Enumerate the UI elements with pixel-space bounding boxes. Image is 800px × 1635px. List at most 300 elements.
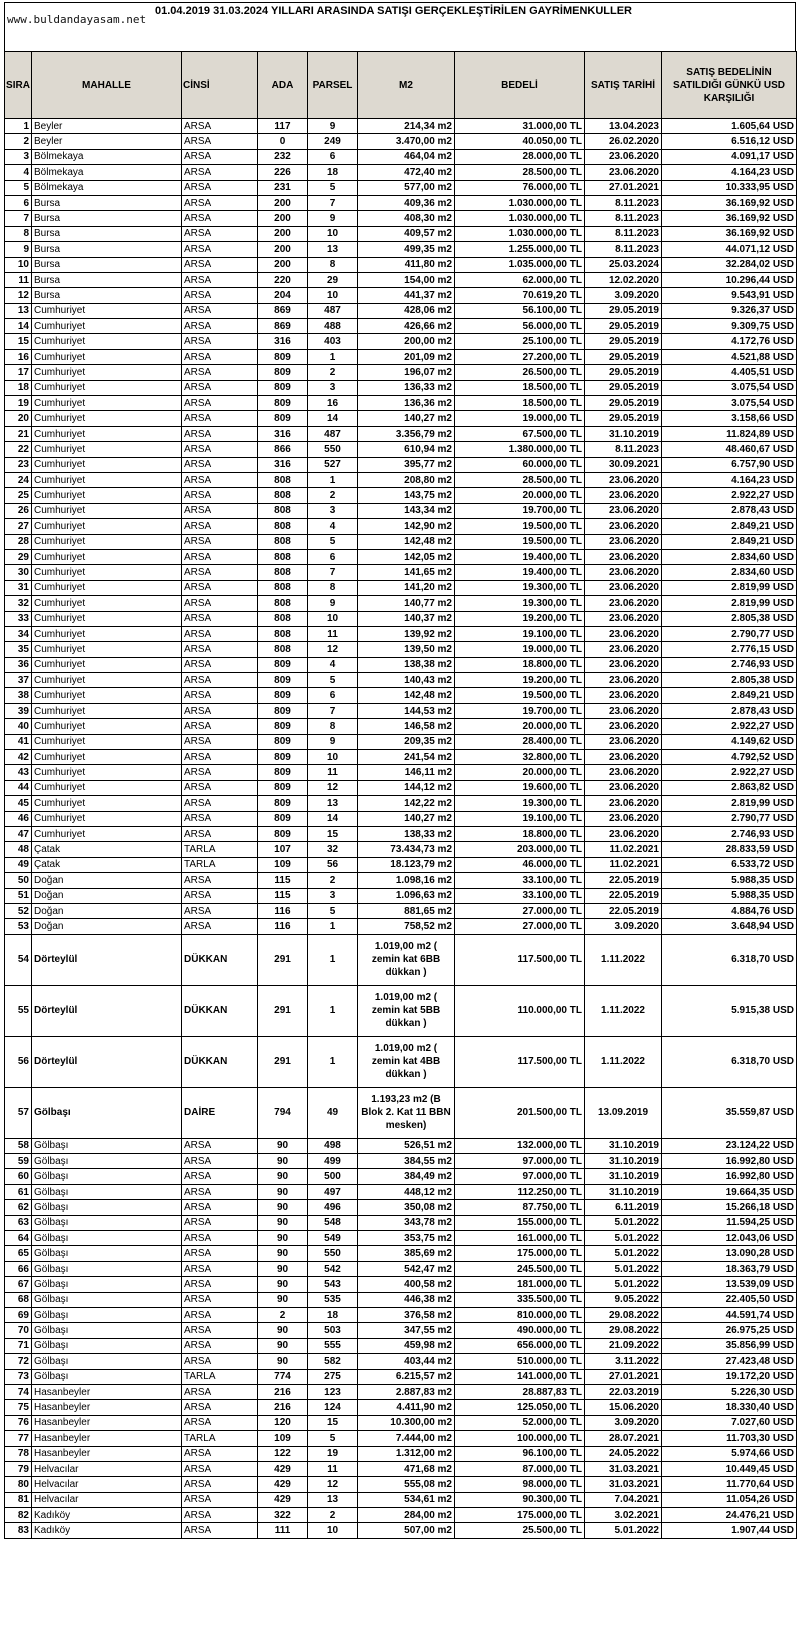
cell-usd: 2.863,82 USD — [662, 780, 797, 795]
cell-satis-tarihi: 6.11.2019 — [585, 1200, 662, 1215]
cell-usd: 23.124,22 USD — [662, 1138, 797, 1153]
cell-mahalle: Bursa — [32, 272, 182, 287]
cell-ada: 90 — [258, 1354, 308, 1369]
cell-bedeli: 19.200,00 TL — [455, 611, 585, 626]
table-row — [5, 257, 797, 272]
cell-m2: 138,38 m2 — [358, 657, 455, 672]
cell-ada: 200 — [258, 211, 308, 226]
cell-cinsi: ARSA — [182, 1477, 258, 1492]
cell-m2: 1.098,16 m2 — [358, 873, 455, 888]
header-satis-tarihi: SATIŞ TARİHİ — [585, 52, 662, 119]
cell-mahalle: Cumhuriyet — [32, 626, 182, 641]
cell-sira: 44 — [5, 780, 32, 795]
cell-satis-tarihi: 7.04.2021 — [585, 1492, 662, 1507]
cell-cinsi: ARSA — [182, 750, 258, 765]
cell-cinsi: ARSA — [182, 303, 258, 318]
cell-parsel: 4 — [308, 657, 358, 672]
cell-sira: 18 — [5, 380, 32, 395]
cell-ada: 111 — [258, 1523, 308, 1538]
cell-mahalle: Cumhuriyet — [32, 303, 182, 318]
cell-usd: 6.318,70 USD — [662, 1036, 797, 1087]
cell-sira: 79 — [5, 1461, 32, 1476]
cell-bedeli: 175.000,00 TL — [455, 1508, 585, 1523]
cell-mahalle: Cumhuriyet — [32, 349, 182, 364]
cell-ada: 90 — [258, 1277, 308, 1292]
cell-ada: 291 — [258, 985, 308, 1036]
cell-sira: 60 — [5, 1169, 32, 1184]
cell-cinsi: ARSA — [182, 365, 258, 380]
cell-satis-tarihi: 29.05.2019 — [585, 319, 662, 334]
cell-cinsi: ARSA — [182, 888, 258, 903]
cell-parsel: 2 — [308, 873, 358, 888]
cell-cinsi: ARSA — [182, 765, 258, 780]
cell-sira: 34 — [5, 626, 32, 641]
cell-bedeli: 98.000,00 TL — [455, 1477, 585, 1492]
cell-sira: 42 — [5, 750, 32, 765]
cell-parsel: 3 — [308, 888, 358, 903]
cell-sira: 10 — [5, 257, 32, 272]
cell-m2: 343,78 m2 — [358, 1215, 455, 1230]
cell-usd: 11.824,89 USD — [662, 426, 797, 441]
cell-bedeli: 18.500,00 TL — [455, 396, 585, 411]
cell-m2: 4.411,90 m2 — [358, 1400, 455, 1415]
cell-sira: 49 — [5, 857, 32, 872]
cell-cinsi: ARSA — [182, 426, 258, 441]
cell-cinsi: ARSA — [182, 1323, 258, 1338]
cell-parsel: 18 — [308, 1308, 358, 1323]
cell-m2: 428,06 m2 — [358, 303, 455, 318]
cell-mahalle: Cumhuriyet — [32, 657, 182, 672]
cell-mahalle: Gölbaşı — [32, 1200, 182, 1215]
cell-bedeli: 19.400,00 TL — [455, 565, 585, 580]
cell-usd: 4.149,62 USD — [662, 734, 797, 749]
cell-bedeli: 56.000,00 TL — [455, 319, 585, 334]
cell-usd: 16.992,80 USD — [662, 1154, 797, 1169]
table-row — [5, 1384, 797, 1399]
cell-usd: 2.746,93 USD — [662, 826, 797, 841]
cell-ada: 291 — [258, 934, 308, 985]
cell-sira: 58 — [5, 1138, 32, 1153]
cell-mahalle: Cumhuriyet — [32, 519, 182, 534]
sales-table — [4, 51, 797, 1539]
table-row — [5, 1415, 797, 1430]
cell-ada: 809 — [258, 734, 308, 749]
cell-parsel: 11 — [308, 626, 358, 641]
cell-mahalle: Cumhuriyet — [32, 380, 182, 395]
cell-usd: 44.591,74 USD — [662, 1308, 797, 1323]
cell-usd: 5.988,35 USD — [662, 888, 797, 903]
cell-parsel: 9 — [308, 119, 358, 134]
cell-ada: 316 — [258, 457, 308, 472]
cell-satis-tarihi: 11.02.2021 — [585, 857, 662, 872]
cell-usd: 2.805,38 USD — [662, 673, 797, 688]
cell-sira: 55 — [5, 985, 32, 1036]
cell-parsel: 249 — [308, 134, 358, 149]
cell-usd: 2.849,21 USD — [662, 519, 797, 534]
cell-cinsi: ARSA — [182, 334, 258, 349]
cell-cinsi: TARLA — [182, 842, 258, 857]
cell-bedeli: 25.100,00 TL — [455, 334, 585, 349]
cell-cinsi: TARLA — [182, 1369, 258, 1384]
cell-cinsi: ARSA — [182, 149, 258, 164]
cell-ada: 109 — [258, 857, 308, 872]
cell-cinsi: ARSA — [182, 1246, 258, 1261]
cell-satis-tarihi: 12.02.2020 — [585, 272, 662, 287]
cell-parsel: 123 — [308, 1384, 358, 1399]
cell-cinsi: ARSA — [182, 1461, 258, 1476]
cell-parsel: 403 — [308, 334, 358, 349]
cell-bedeli: 100.000,00 TL — [455, 1431, 585, 1446]
cell-mahalle: Cumhuriyet — [32, 334, 182, 349]
cell-sira: 65 — [5, 1246, 32, 1261]
cell-bedeli: 19.000,00 TL — [455, 411, 585, 426]
cell-satis-tarihi: 11.02.2021 — [585, 842, 662, 857]
table-row — [5, 119, 797, 134]
cell-cinsi: ARSA — [182, 1138, 258, 1153]
cell-usd: 4.884,76 USD — [662, 903, 797, 918]
table-row — [5, 1338, 797, 1353]
cell-cinsi: ARSA — [182, 488, 258, 503]
cell-bedeli: 110.000,00 TL — [455, 985, 585, 1036]
table-row — [5, 1261, 797, 1276]
cell-parsel: 9 — [308, 211, 358, 226]
cell-parsel: 488 — [308, 319, 358, 334]
table-row — [5, 1154, 797, 1169]
cell-m2: 200,00 m2 — [358, 334, 455, 349]
cell-bedeli: 19.400,00 TL — [455, 549, 585, 564]
cell-bedeli: 19.300,00 TL — [455, 596, 585, 611]
cell-satis-tarihi: 8.11.2023 — [585, 442, 662, 457]
cell-m2: 881,65 m2 — [358, 903, 455, 918]
cell-mahalle: Cumhuriyet — [32, 796, 182, 811]
table-row — [5, 596, 797, 611]
cell-bedeli: 161.000,00 TL — [455, 1231, 585, 1246]
cell-ada: 808 — [258, 488, 308, 503]
cell-m2: 3.356,79 m2 — [358, 426, 455, 441]
table-row — [5, 503, 797, 518]
cell-satis-tarihi: 1.11.2022 — [585, 985, 662, 1036]
cell-bedeli: 18.800,00 TL — [455, 826, 585, 841]
cell-usd: 4.792,52 USD — [662, 750, 797, 765]
cell-mahalle: Dörteylül — [32, 985, 182, 1036]
cell-ada: 808 — [258, 642, 308, 657]
cell-sira: 50 — [5, 873, 32, 888]
cell-satis-tarihi: 21.09.2022 — [585, 1338, 662, 1353]
cell-satis-tarihi: 23.06.2020 — [585, 149, 662, 164]
cell-bedeli: 70.619,20 TL — [455, 288, 585, 303]
table-row — [5, 934, 797, 985]
cell-ada: 2 — [258, 1308, 308, 1323]
cell-cinsi: ARSA — [182, 319, 258, 334]
cell-m2: 142,05 m2 — [358, 549, 455, 564]
cell-cinsi: ARSA — [182, 549, 258, 564]
cell-sira: 51 — [5, 888, 32, 903]
cell-m2: 542,47 m2 — [358, 1261, 455, 1276]
cell-m2: 459,98 m2 — [358, 1338, 455, 1353]
cell-sira: 14 — [5, 319, 32, 334]
cell-bedeli: 27.000,00 TL — [455, 903, 585, 918]
cell-cinsi: ARSA — [182, 1169, 258, 1184]
table-row — [5, 1400, 797, 1415]
cell-mahalle: Bursa — [32, 211, 182, 226]
table-row — [5, 165, 797, 180]
cell-ada: 429 — [258, 1461, 308, 1476]
cell-parsel: 9 — [308, 734, 358, 749]
cell-parsel: 10 — [308, 288, 358, 303]
cell-cinsi: ARSA — [182, 472, 258, 487]
cell-usd: 27.423,48 USD — [662, 1354, 797, 1369]
cell-m2: 448,12 m2 — [358, 1184, 455, 1199]
cell-m2: 138,33 m2 — [358, 826, 455, 841]
cell-m2: 411,80 m2 — [358, 257, 455, 272]
cell-satis-tarihi: 23.06.2020 — [585, 534, 662, 549]
table-row — [5, 1354, 797, 1369]
cell-bedeli: 18.500,00 TL — [455, 380, 585, 395]
cell-usd: 5.915,38 USD — [662, 985, 797, 1036]
cell-mahalle: Bursa — [32, 257, 182, 272]
cell-mahalle: Gölbaşı — [32, 1338, 182, 1353]
title-box — [4, 2, 796, 51]
cell-usd: 9.543,91 USD — [662, 288, 797, 303]
cell-bedeli: 96.100,00 TL — [455, 1446, 585, 1461]
cell-usd: 19.172,20 USD — [662, 1369, 797, 1384]
cell-m2: 1.096,63 m2 — [358, 888, 455, 903]
cell-sira: 13 — [5, 303, 32, 318]
cell-m2: 139,50 m2 — [358, 642, 455, 657]
cell-m2: 446,38 m2 — [358, 1292, 455, 1307]
table-row — [5, 211, 797, 226]
cell-sira: 69 — [5, 1308, 32, 1323]
cell-usd: 11.703,30 USD — [662, 1431, 797, 1446]
header-cinsi: CİNSİ — [182, 52, 258, 119]
cell-m2: 408,30 m2 — [358, 211, 455, 226]
cell-ada: 90 — [258, 1200, 308, 1215]
cell-usd: 2.819,99 USD — [662, 580, 797, 595]
cell-m2: 534,61 m2 — [358, 1492, 455, 1507]
cell-satis-tarihi: 22.05.2019 — [585, 873, 662, 888]
cell-ada: 107 — [258, 842, 308, 857]
cell-sira: 46 — [5, 811, 32, 826]
cell-m2: 555,08 m2 — [358, 1477, 455, 1492]
cell-mahalle: Cumhuriyet — [32, 780, 182, 795]
table-row — [5, 796, 797, 811]
cell-mahalle: Doğan — [32, 888, 182, 903]
cell-satis-tarihi: 5.01.2022 — [585, 1261, 662, 1276]
cell-bedeli: 56.100,00 TL — [455, 303, 585, 318]
cell-satis-tarihi: 13.04.2023 — [585, 119, 662, 134]
cell-usd: 11.770,64 USD — [662, 1477, 797, 1492]
cell-mahalle: Cumhuriyet — [32, 534, 182, 549]
cell-mahalle: Çatak — [32, 842, 182, 857]
cell-mahalle: Cumhuriyet — [32, 611, 182, 626]
cell-parsel: 12 — [308, 1477, 358, 1492]
cell-m2: 350,08 m2 — [358, 1200, 455, 1215]
cell-sira: 77 — [5, 1431, 32, 1446]
cell-parsel: 8 — [308, 719, 358, 734]
cell-m2: 142,48 m2 — [358, 534, 455, 549]
cell-ada: 808 — [258, 626, 308, 641]
cell-m2: 426,66 m2 — [358, 319, 455, 334]
table-row — [5, 750, 797, 765]
cell-sira: 24 — [5, 472, 32, 487]
cell-satis-tarihi: 23.06.2020 — [585, 796, 662, 811]
cell-parsel: 10 — [308, 226, 358, 241]
cell-bedeli: 87.750,00 TL — [455, 1200, 585, 1215]
cell-usd: 2.819,99 USD — [662, 596, 797, 611]
cell-bedeli: 117.500,00 TL — [455, 1036, 585, 1087]
cell-ada: 204 — [258, 288, 308, 303]
cell-parsel: 15 — [308, 826, 358, 841]
cell-mahalle: Dörteylül — [32, 1036, 182, 1087]
cell-m2: 499,35 m2 — [358, 242, 455, 257]
cell-satis-tarihi: 23.06.2020 — [585, 626, 662, 641]
cell-m2: 409,36 m2 — [358, 195, 455, 210]
table-row — [5, 673, 797, 688]
cell-m2: 146,58 m2 — [358, 719, 455, 734]
cell-m2: 10.300,00 m2 — [358, 1415, 455, 1430]
cell-mahalle: Cumhuriyet — [32, 580, 182, 595]
cell-satis-tarihi: 9.05.2022 — [585, 1292, 662, 1307]
cell-usd: 9.326,37 USD — [662, 303, 797, 318]
cell-mahalle: Kadıköy — [32, 1508, 182, 1523]
cell-ada: 809 — [258, 349, 308, 364]
cell-ada: 808 — [258, 549, 308, 564]
cell-ada: 809 — [258, 365, 308, 380]
cell-satis-tarihi: 23.06.2020 — [585, 503, 662, 518]
cell-sira: 70 — [5, 1323, 32, 1338]
cell-sira: 4 — [5, 165, 32, 180]
cell-m2: 400,58 m2 — [358, 1277, 455, 1292]
cell-cinsi: ARSA — [182, 826, 258, 841]
cell-sira: 32 — [5, 596, 32, 611]
cell-m2: 136,36 m2 — [358, 396, 455, 411]
cell-cinsi: ARSA — [182, 165, 258, 180]
table-row — [5, 303, 797, 318]
cell-m2: 140,43 m2 — [358, 673, 455, 688]
cell-usd: 2.922,27 USD — [662, 719, 797, 734]
cell-satis-tarihi: 29.05.2019 — [585, 303, 662, 318]
table-row — [5, 1200, 797, 1215]
table-row — [5, 472, 797, 487]
cell-cinsi: DAİRE — [182, 1087, 258, 1138]
cell-sira: 66 — [5, 1261, 32, 1276]
cell-mahalle: Doğan — [32, 903, 182, 918]
cell-parsel: 496 — [308, 1200, 358, 1215]
cell-usd: 7.027,60 USD — [662, 1415, 797, 1430]
cell-mahalle: Bursa — [32, 195, 182, 210]
cell-cinsi: ARSA — [182, 288, 258, 303]
cell-m2: 610,94 m2 — [358, 442, 455, 457]
table-row — [5, 1036, 797, 1087]
cell-satis-tarihi: 23.06.2020 — [585, 673, 662, 688]
cell-bedeli: 245.500,00 TL — [455, 1261, 585, 1276]
cell-cinsi: ARSA — [182, 1215, 258, 1230]
cell-sira: 80 — [5, 1477, 32, 1492]
cell-ada: 809 — [258, 673, 308, 688]
cell-parsel: 29 — [308, 272, 358, 287]
cell-cinsi: ARSA — [182, 903, 258, 918]
cell-ada: 200 — [258, 195, 308, 210]
table-row — [5, 149, 797, 164]
cell-mahalle: Cumhuriyet — [32, 396, 182, 411]
table-row — [5, 226, 797, 241]
table-row — [5, 873, 797, 888]
cell-m2: 142,48 m2 — [358, 688, 455, 703]
cell-sira: 45 — [5, 796, 32, 811]
cell-ada: 809 — [258, 750, 308, 765]
cell-ada: 109 — [258, 1431, 308, 1446]
cell-usd: 9.309,75 USD — [662, 319, 797, 334]
cell-m2: 144,53 m2 — [358, 703, 455, 718]
cell-parsel: 2 — [308, 365, 358, 380]
cell-cinsi: ARSA — [182, 565, 258, 580]
cell-usd: 5.226,30 USD — [662, 1384, 797, 1399]
cell-parsel: 542 — [308, 1261, 358, 1276]
cell-cinsi: ARSA — [182, 1308, 258, 1323]
cell-sira: 33 — [5, 611, 32, 626]
cell-bedeli: 62.000,00 TL — [455, 272, 585, 287]
cell-m2: 143,75 m2 — [358, 488, 455, 503]
cell-usd: 18.330,40 USD — [662, 1400, 797, 1415]
cell-cinsi: ARSA — [182, 519, 258, 534]
cell-mahalle: Helvacılar — [32, 1477, 182, 1492]
cell-usd: 26.975,25 USD — [662, 1323, 797, 1338]
cell-mahalle: Gölbaşı — [32, 1261, 182, 1276]
cell-cinsi: ARSA — [182, 119, 258, 134]
cell-usd: 28.833,59 USD — [662, 842, 797, 857]
cell-parsel: 5 — [308, 903, 358, 918]
table-row — [5, 365, 797, 380]
cell-m2: 1.019,00 m2 ( zemin kat 4BB dükkan ) — [358, 1036, 455, 1087]
cell-cinsi: ARSA — [182, 242, 258, 257]
cell-ada: 322 — [258, 1508, 308, 1523]
cell-m2: 384,55 m2 — [358, 1154, 455, 1169]
cell-parsel: 32 — [308, 842, 358, 857]
cell-cinsi: ARSA — [182, 134, 258, 149]
cell-bedeli: 19.500,00 TL — [455, 519, 585, 534]
cell-parsel: 7 — [308, 703, 358, 718]
cell-ada: 316 — [258, 334, 308, 349]
cell-ada: 429 — [258, 1477, 308, 1492]
cell-mahalle: Gölbaşı — [32, 1087, 182, 1138]
cell-cinsi: ARSA — [182, 396, 258, 411]
cell-ada: 200 — [258, 242, 308, 257]
table-row — [5, 1231, 797, 1246]
cell-m2: 577,00 m2 — [358, 180, 455, 195]
cell-m2: 139,92 m2 — [358, 626, 455, 641]
cell-bedeli: 181.000,00 TL — [455, 1277, 585, 1292]
cell-usd: 6.757,90 USD — [662, 457, 797, 472]
cell-m2: 2.887,83 m2 — [358, 1384, 455, 1399]
cell-m2: 1.019,00 m2 ( zemin kat 5BB dükkan ) — [358, 985, 455, 1036]
cell-bedeli: 33.100,00 TL — [455, 888, 585, 903]
cell-m2: 7.444,00 m2 — [358, 1431, 455, 1446]
cell-m2: 376,58 m2 — [358, 1308, 455, 1323]
table-row — [5, 195, 797, 210]
cell-ada: 809 — [258, 765, 308, 780]
cell-mahalle: Bursa — [32, 242, 182, 257]
cell-bedeli: 25.500,00 TL — [455, 1523, 585, 1538]
cell-sira: 15 — [5, 334, 32, 349]
cell-sira: 63 — [5, 1215, 32, 1230]
cell-satis-tarihi: 5.01.2022 — [585, 1277, 662, 1292]
cell-ada: 808 — [258, 472, 308, 487]
cell-bedeli: 90.300,00 TL — [455, 1492, 585, 1507]
cell-cinsi: ARSA — [182, 611, 258, 626]
cell-satis-tarihi: 23.06.2020 — [585, 165, 662, 180]
cell-cinsi: TARLA — [182, 857, 258, 872]
cell-m2: 143,34 m2 — [358, 503, 455, 518]
